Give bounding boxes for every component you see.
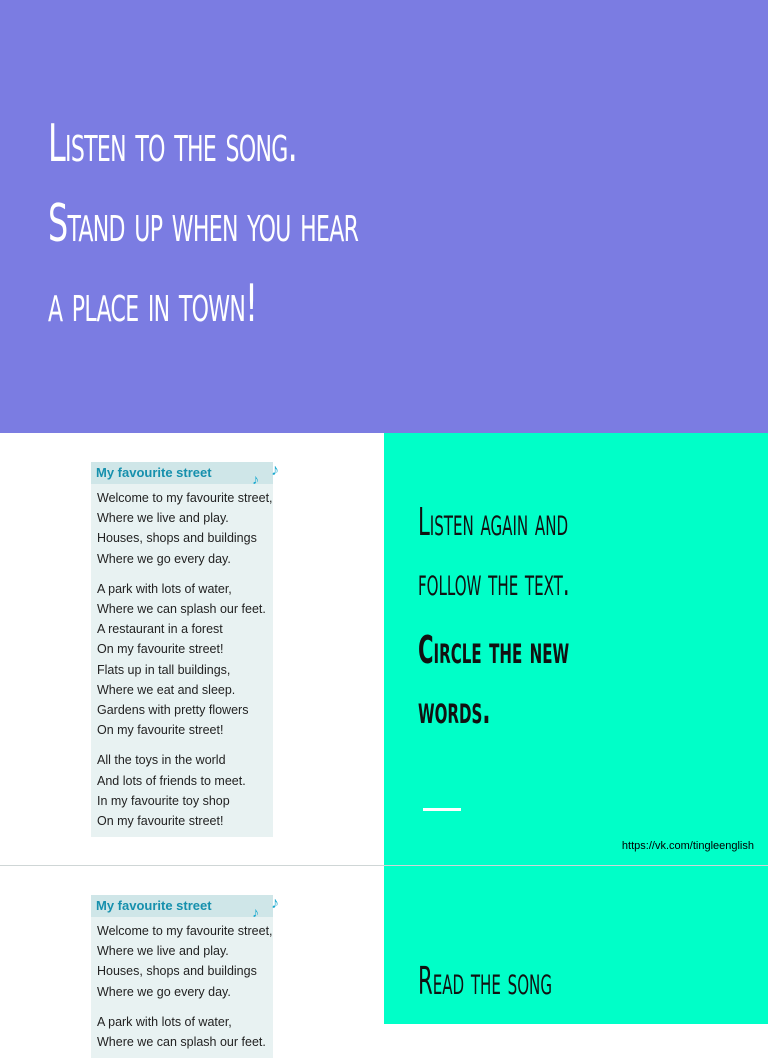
lyric-line: In my favourite toy shop — [97, 793, 230, 808]
heading-line-3: a place in town! — [48, 274, 258, 334]
lyric-line: Where we go every day. — [97, 984, 231, 999]
lyric-line: On my favourite street! — [97, 642, 224, 657]
instruction-bold-line-2: words. — [418, 688, 491, 732]
slide-read-song — [0, 866, 768, 1050]
instruction-read: Read the song — [418, 959, 552, 1003]
slide-title — [0, 0, 768, 433]
music-note-icon: ♪ — [271, 895, 279, 912]
heading-line-2: Stand up when you hear — [48, 194, 359, 254]
instruction-panel — [384, 433, 768, 865]
lyric-line: Houses, shops and buildings — [97, 531, 257, 546]
slide-heading — [48, 104, 524, 344]
song-header — [91, 462, 279, 487]
song-lyrics-card — [91, 462, 279, 837]
instruction-panel — [384, 866, 768, 1024]
accent-dash — [423, 808, 461, 811]
lyric-line: A restaurant in a forest — [97, 622, 223, 637]
heading-line-1: Listen to the song. — [48, 114, 298, 174]
lyric-line: Welcome to my favourite street, — [97, 924, 273, 938]
stanza-1 — [91, 917, 273, 1008]
lyric-line: Where we live and play. — [97, 511, 229, 526]
lyric-line: Welcome to my favourite street, — [97, 491, 273, 505]
music-note-icon: ♪ — [252, 471, 259, 487]
lyric-line: Gardens with pretty flowers — [97, 703, 249, 718]
song-title: My favourite street — [96, 465, 212, 480]
lyric-line: All the toys in the world — [97, 753, 226, 768]
lyric-line: On my favourite street! — [97, 814, 224, 829]
lyric-line: Where we eat and sleep. — [97, 682, 236, 697]
stanza-2 — [91, 575, 273, 747]
lyric-line: Where we can splash our feet. — [97, 1035, 266, 1050]
lyric-line: Where we go every day. — [97, 551, 231, 566]
lyric-line: Where we live and play. — [97, 944, 229, 959]
lyric-line: A park with lots of water, — [97, 581, 232, 596]
instruction-line-1: Listen again and — [418, 500, 569, 544]
stanza-2 — [91, 1008, 273, 1058]
stanza-1 — [91, 484, 273, 575]
source-url[interactable]: https://vk.com/tingleenglish — [621, 840, 754, 852]
music-note-icon: ♪ — [252, 904, 259, 920]
instruction-line-2: follow the text. — [418, 560, 570, 604]
song-header — [91, 895, 279, 920]
lyric-line: Flats up in tall buildings, — [97, 662, 231, 677]
song-title: My favourite street — [96, 898, 212, 913]
song-lyrics-card — [91, 895, 279, 1058]
lyric-line: A park with lots of water, — [97, 1014, 232, 1029]
slide-listen-again — [0, 433, 768, 865]
lyric-line: And lots of friends to meet. — [97, 773, 246, 788]
music-note-icon: ♪ — [271, 462, 279, 479]
lyric-line: Houses, shops and buildings — [97, 964, 257, 979]
lyric-line: Where we can splash our feet. — [97, 602, 266, 617]
stanza-3 — [91, 746, 273, 837]
instruction-bold-line-1: Circle the new — [418, 628, 570, 672]
lyric-line: On my favourite street! — [97, 723, 224, 738]
